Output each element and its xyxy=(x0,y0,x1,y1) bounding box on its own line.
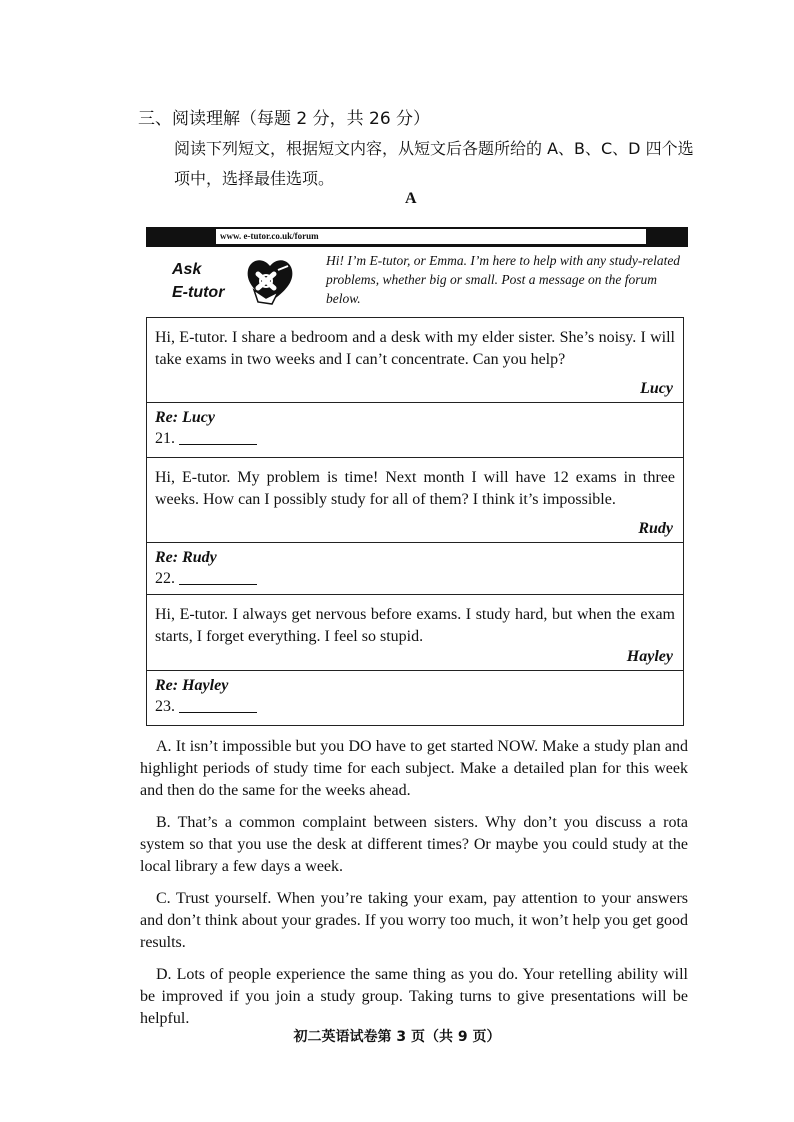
forum-thread xyxy=(146,317,684,726)
reply-box xyxy=(147,403,683,458)
answer-blank[interactable] xyxy=(179,712,257,713)
forum-url-bar xyxy=(146,227,688,247)
option-a: A. It isn’t impossible but you DO have to get started NOW. Make a study plan and highlight periods of study time for each subject. Make a detailed plan for this week and then do the same for the weeks ahead. xyxy=(140,738,688,799)
option-c: C. Trust yourself. When you’re taking your exam, pay attention to your answers and don’t think about your grades. If you worry too much, it won’t help you get good results. xyxy=(140,890,688,951)
reply-box xyxy=(147,671,683,725)
answer-options xyxy=(140,736,688,1040)
option-d: D. Lots of people experience the same thing as you do. Your retelling ability will be improved if you join a study group. Taking turns to give presentations will be helpful. xyxy=(140,966,688,1027)
post-author: Lucy xyxy=(640,380,673,397)
forum-post xyxy=(147,318,683,403)
passage-label: A xyxy=(405,190,417,207)
forum-intro: Hi! I’m E-tutor, or Emma. I’m here to help with any study-related problems, whether big or small. Post a message on the forum below. xyxy=(326,253,681,306)
brand-title: Ask E-tutor xyxy=(172,261,225,301)
heart-tutor-icon xyxy=(244,252,296,308)
post-author: Hayley xyxy=(626,648,673,665)
post-text: Hi, E-tutor. I always get nervous before exams. I study hard, but when the exam starts, I forget everything. I feel so stupid. xyxy=(155,606,675,645)
reply-heading: Re: Hayley xyxy=(155,677,229,694)
option-b: B. That’s a common complaint between sisters. Why don’t you discuss a rota system so that you use the desk at different times? Or maybe you could study at the local library a few days a week. xyxy=(140,814,688,875)
forum-post xyxy=(147,595,683,671)
forum-header xyxy=(146,248,688,316)
post-author: Rudy xyxy=(638,520,673,537)
question-number: 22. xyxy=(155,570,175,587)
reply-heading: Re: Lucy xyxy=(155,409,215,426)
forum-post xyxy=(147,458,683,543)
forum-url: www. e-tutor.co.uk/forum xyxy=(216,229,644,244)
question-number: 21. xyxy=(155,430,175,447)
answer-blank[interactable] xyxy=(179,584,257,585)
post-text: Hi, E-tutor. I share a bedroom and a desk with my elder sister. She’s noisy. I will take exams in two weeks and I can’t concentrate. Can you help? xyxy=(155,329,675,368)
question-number: 23. xyxy=(155,698,175,715)
section-instructions: 阅读下列短文，根据短文内容，从短文后各题所给的 A、B、C、D 四个选项中，选择最佳选项。 xyxy=(174,139,694,188)
post-text: Hi, E-tutor. My problem is time! Next month I will have 12 exams in three weeks. How can I possibly study for all of them? I think it’s impossible. xyxy=(155,469,675,508)
answer-blank[interactable] xyxy=(179,444,257,445)
reply-heading: Re: Rudy xyxy=(155,549,217,566)
reply-box xyxy=(147,543,683,595)
page-footer: 初二英语试卷第 3 页（共 9 页） xyxy=(293,1029,501,1045)
section-title: 三、阅读理解（每题 2 分，共 26 分） xyxy=(138,109,431,129)
